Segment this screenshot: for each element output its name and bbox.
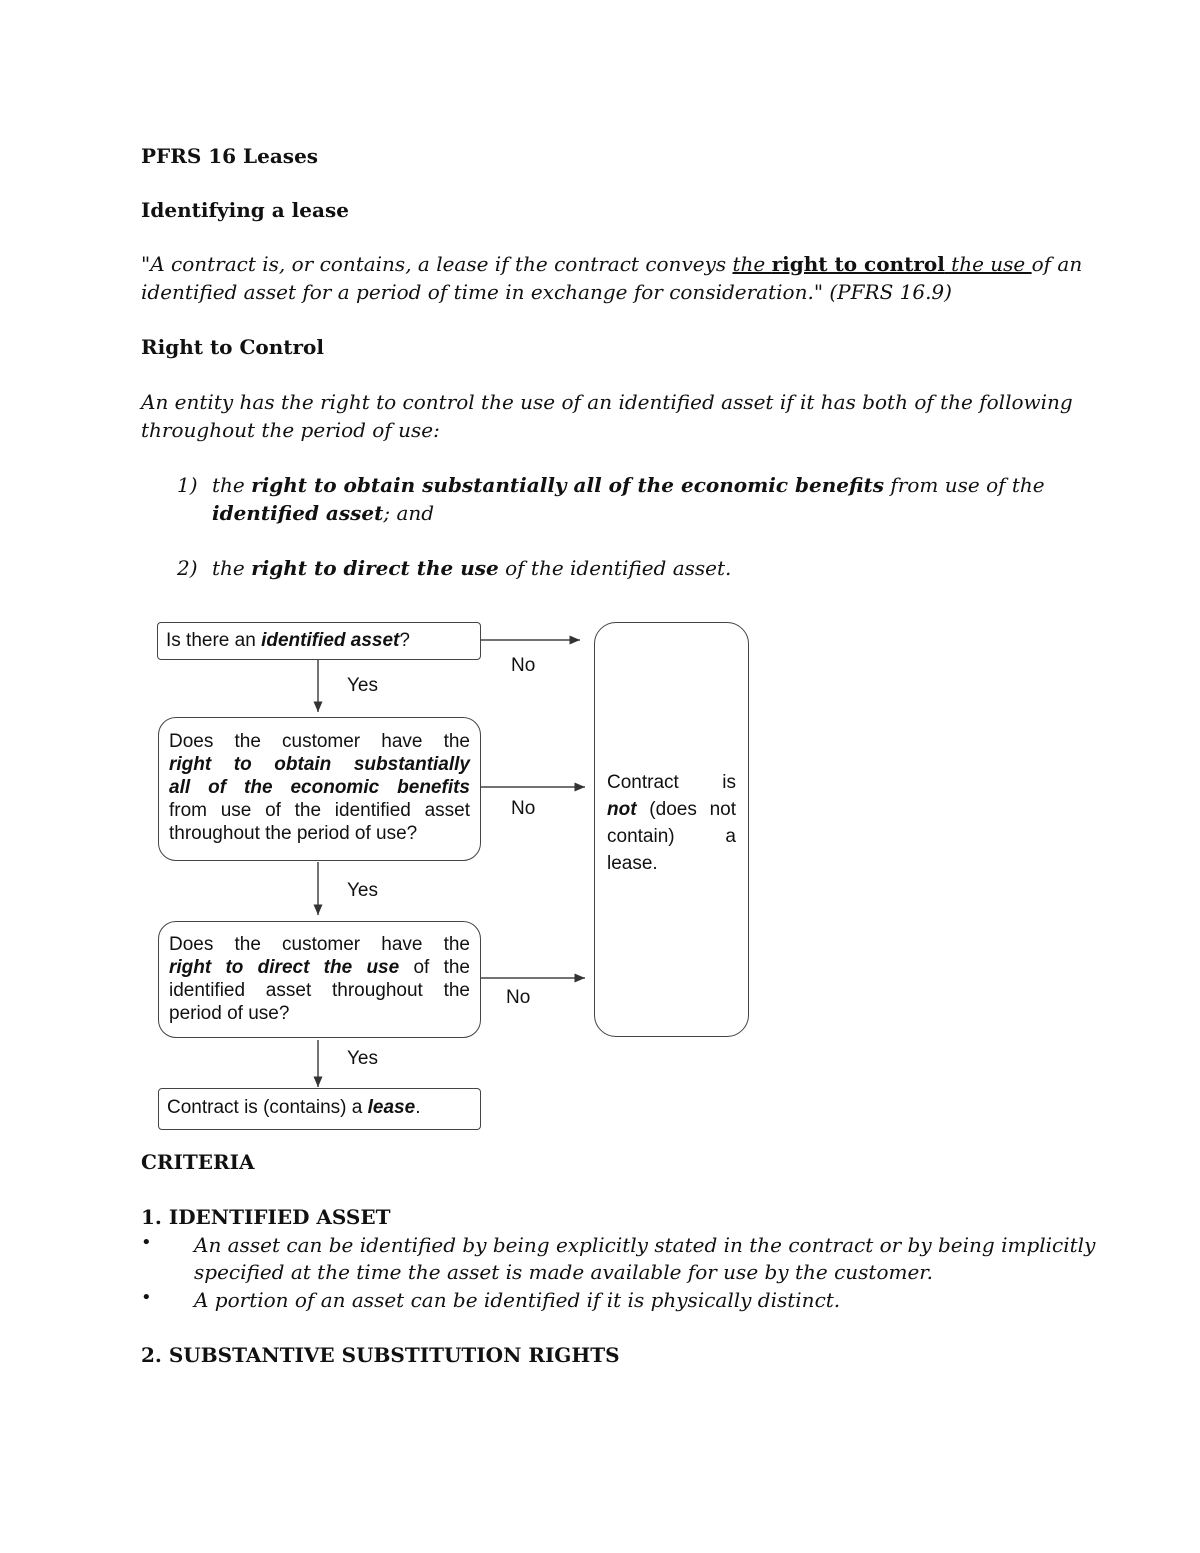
bullet-1-marker: • [141, 1232, 152, 1253]
q3-line2 [169, 956, 470, 979]
identifying-heading: Identifying a lease [141, 198, 349, 222]
q3-line1: Does the customer have the [169, 934, 470, 955]
label-yes-3: Yes [347, 1048, 378, 1069]
quote-the-use: the use [944, 252, 1032, 276]
quote-right-to-control: right to control [771, 252, 945, 276]
document-title: PFRS 16 Leases [141, 144, 319, 168]
q2-line1: Does the customer have the [169, 731, 470, 752]
item-1-text-c: from use of the [884, 473, 1045, 497]
result-yes-text-a: Contract is (contains) a [167, 1097, 368, 1118]
quote-text-a: "A contract is, or contains, a lease if the contract conveys [141, 252, 733, 276]
q1-text-c: ? [399, 630, 410, 651]
right-to-control-heading: Right to Control [141, 335, 324, 359]
item-1-number: 1) [177, 473, 198, 497]
criteria-heading: CRITERIA [141, 1150, 255, 1174]
criteria-2-heading: 2. SUBSTANTIVE SUBSTITUTION RIGHTS [141, 1343, 620, 1367]
q1-identified-asset: identified asset [261, 630, 400, 651]
item-1-bold: right to obtain substantially all of the economic benefits [251, 473, 885, 497]
right-to-control-intro-line2: throughout the period of use: [141, 418, 440, 442]
right-to-control-intro-line1: An entity has the right to control the use of an identified asset if it has both of the following [141, 390, 1073, 414]
q3-line3: identified asset throughout the [169, 980, 470, 1001]
q2-line2: right to obtain substantially [169, 754, 470, 775]
q2-line3: all of the economic benefits [169, 777, 470, 798]
label-no-1: No [511, 655, 536, 676]
question-direct-use [158, 921, 481, 1038]
item-1-text-a: the [212, 473, 252, 497]
q3-line4: period of use? [169, 1003, 290, 1024]
result-no-line3: contain) a [607, 826, 736, 847]
definition-quote-line2: identified asset for a period of time in exchange for consideration." (PFRS 16.9) [141, 280, 952, 304]
criteria-1-bullet-1-line2: specified at the time the asset is made available for use by the customer. [194, 1260, 934, 1284]
question-identified-asset [157, 622, 481, 660]
criteria-1-bullet-1-line1: An asset can be identified by being explicitly stated in the contract or by being implicitly [194, 1233, 1096, 1257]
item-1-text-e: ; and [383, 501, 435, 525]
item-2-text-c: of the identified asset. [498, 556, 732, 580]
result-no-line1: Contract is [607, 772, 736, 793]
result-lease [158, 1088, 481, 1130]
q2-line5: throughout the period of use? [169, 823, 418, 844]
item-2-bold: right to direct the use [251, 556, 499, 580]
bullet-2-marker: • [141, 1287, 152, 1308]
label-yes-2: Yes [347, 880, 378, 901]
q3-text-c: of the [399, 957, 470, 978]
quote-text-e: of an [1031, 252, 1083, 276]
label-no-3: No [506, 987, 531, 1008]
q3-right-to-direct: right to direct the use [169, 957, 400, 978]
result-no-line2 [607, 798, 736, 821]
item-2-number: 2) [177, 556, 198, 580]
criteria-1-heading: 1. IDENTIFIED ASSET [141, 1205, 391, 1229]
result-not-lease [594, 622, 749, 1037]
label-yes-1: Yes [347, 675, 378, 696]
criteria-1-bullet-2: A portion of an asset can be identified if it is physically distinct. [194, 1288, 841, 1312]
q1-text-a: Is there an [166, 630, 262, 651]
quote-text-b: the [732, 252, 772, 276]
label-no-2: No [511, 798, 536, 819]
item-2-text-a: the [212, 556, 252, 580]
item-1-identified-asset: identified asset [212, 501, 384, 525]
question-economic-benefits [158, 717, 481, 861]
q2-line4: from use of the identified asset [169, 800, 470, 821]
result-no-line4: lease. [607, 853, 658, 874]
result-yes-text-c: . [415, 1097, 421, 1118]
result-no-text-c: (does not [636, 799, 736, 820]
result-yes-lease: lease [367, 1097, 416, 1118]
result-no-not: not [607, 799, 637, 820]
